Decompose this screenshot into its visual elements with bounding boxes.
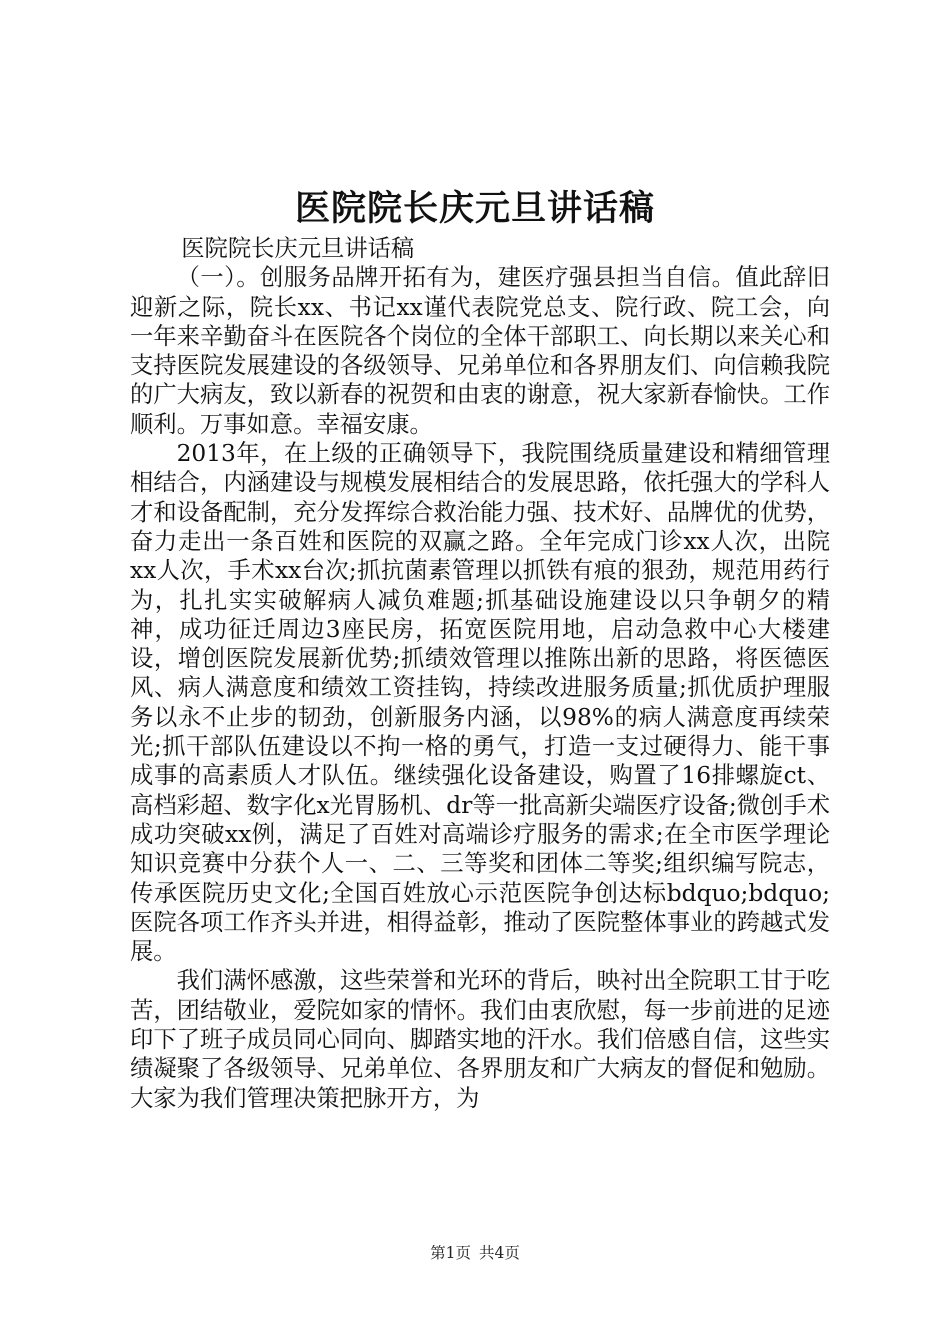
page-footer — [0, 1243, 950, 1263]
page-number: 第1页 — [430, 1244, 471, 1262]
paragraph-2: 2013年，在上级的正确领导下，我院围绕质量建设和精细管理相结合，内涵建设与规模发展相结合的发展思路，依托强大的学科人才和设备配制，充分发挥综合救治能力强、技术好、品牌优的优势，奋力走出一条百姓和医院的双赢之路。全年完成门诊xx人次，出院xx人次，手术xx台次;抓抗菌素管理以抓铁有痕的狠劲，规范用药行为，扎扎实实破解病人减负难题;抓基础设施建设以只争朝夕的精神，成功征迁周边3座民房，拓宽医院用地，启动急救中心大楼建设，增创医院发展新优势;抓绩效管理以推陈出新的思路，将医德医风、病人满意度和绩效工资挂钩，持续改进服务质量;抓优质护理服务以永不止步的韧劲，创新服务内涵，以98%的病人满意度再续荣光;抓干部队伍建设以不拘一格的勇气，打造一支过硬得力、能干事成事的高素质人才队伍。继续强化设备建设，购置了16排螺旋ct、高档彩超、数字化x光胃肠机、dr等一批高新尖端医疗设备;微创手术成功突破xx例，满足了百姓对高端诊疗服务的需求;在全市医学理论知识竞赛中分获个人一、二、三等奖和团体二等奖;组织编写院志，传承医院历史文化;全国百姓放心示范医院争创达标bdquo;bdquo;医院各项工作齐头并进，相得益彰，推动了医院整体事业的跨越式发展。 — [130, 440, 830, 966]
document-title: 医院院长庆元旦讲话稿 — [294, 188, 655, 229]
document-subtitle: 医院院长庆元旦讲话稿 — [181, 235, 415, 262]
paragraph-1: （一）。创服务品牌开拓有为，建医疗强县担当自信。值此辞旧迎新之际，院长xx、书记xx谨代表院党总支、院行政、院工会，向一年来辛勤奋斗在医院各个岗位的全体干部职工、向长期以来关心和支持医院发展建设的各级领导、兄弟单位和各界朋友们、向信赖我院的广大病友，致以新春的祝贺和由衷的谢意，祝大家新春愉快。工作顺利。万事如意。幸福安康。 — [130, 264, 830, 438]
paragraph-3: 我们满怀感激，这些荣誉和光环的背后，映衬出全院职工甘于吃苦，团结敬业，爱院如家的情怀。我们由衷欣慰，每一步前进的足迹印下了班子成员同心同向、脚踏实地的汗水。我们倍感自信，这些实绩凝聚了各级领导、兄弟单位、各界朋友和广大病友的督促和勉励。大家为我们管理决策把脉开方，为 — [130, 967, 830, 1112]
page-total: 共4页 — [479, 1244, 520, 1262]
document-body — [130, 234, 830, 1113]
